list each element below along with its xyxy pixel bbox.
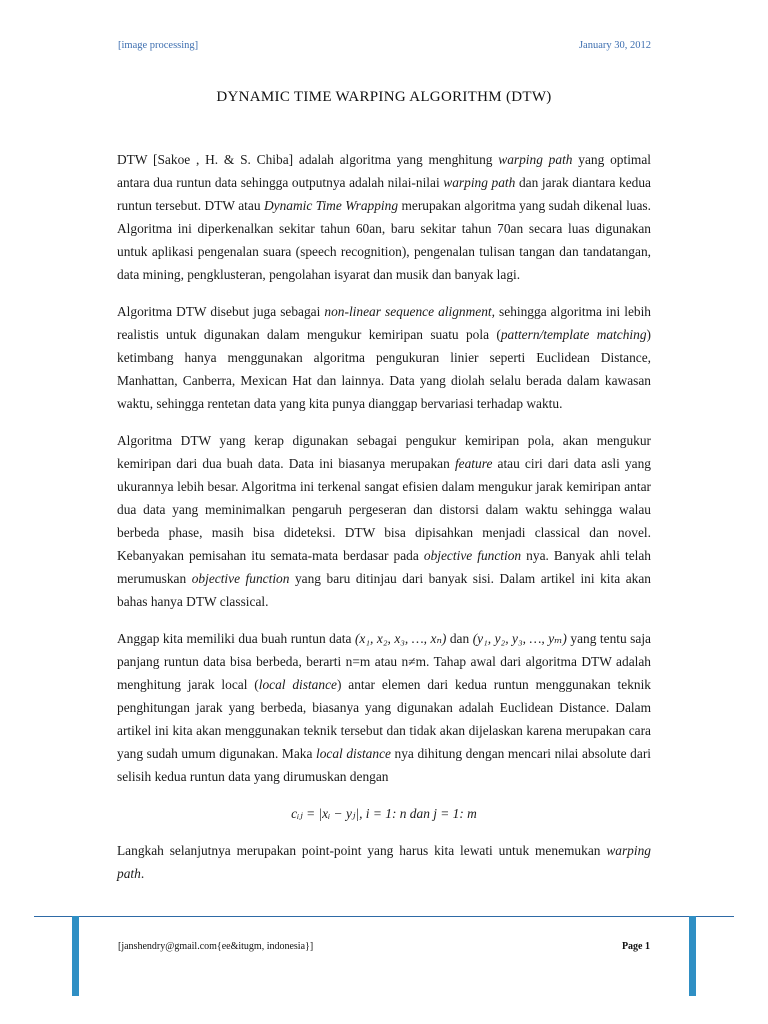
footer-divider: [34, 916, 734, 917]
term-local-distance: local distance: [315, 746, 391, 761]
math-sequence-x: (x₁, x₂, x₃, …, xₙ): [354, 631, 447, 646]
term-objective-function: objective function: [423, 548, 522, 563]
term-warping-path: warping path: [443, 175, 516, 190]
paragraph-1: DTW [Sakoe , H. & S. Chiba] adalah algoritma yang menghitung warping path yang optimal antara dua runtun data sehingga outputnya adalah nilai-nilai warping path dan jarak diantara kedua runtun tersebut. DTW atau Dynamic Time Wrapping merupakan algoritma yang sudah dikenal luas. Algoritma ini diperkenalkan sekitar tahun 60an, baru sekitar tahun 70an secara luas digunakan untuk aplikasi pengenalan suara (speech recognition), pengenalan tulisan tangan dan tandatangan, data mining, pengklusteran, pengolahan isyarat dan musik dan banyak lagi.: [117, 152, 651, 282]
term-warping-path: warping path: [498, 152, 573, 167]
term-pattern-matching: pattern/template matching: [500, 327, 647, 342]
term-warping-path: warping path: [117, 843, 651, 881]
paragraph-5: Langkah selanjutnya merupakan point-point yang harus kita lewati untuk menemukan warping path.: [117, 843, 651, 881]
term-objective-function: objective function: [191, 571, 290, 586]
paragraph-3: Algoritma DTW yang kerap digunakan sebagai pengukur kemiripan pola, akan mengukur kemiripan dari dua buah data. Data ini biasanya merupakan feature atau ciri dari data asli yang ukurannya lebih besar. Algoritma ini terkenal sangat efisien dalam mengukur jarak kemiripan antar dua data yang meminimalkan pengaruh pergeseran dan distorsi dalam waktu sehingga walau berbeda phase, masih bisa dideteksi. DTW bisa dipisahkan menjadi classical dan novel. Kebanyakan pemisahan itu semata-mata berdasar pada objective function nya. Banyak ahli telah merumuskan objective function yang baru ditinjau dari banyak sisi. Dalam artikel ini kita akan bahas hanya DTW classical.: [117, 433, 651, 609]
header-category: [image processing]: [118, 40, 199, 51]
paragraph-2: Algoritma DTW disebut juga sebagai non-linear sequence alignment, sehingga algoritma ini lebih realistis untuk digunakan dalam mengukur kemiripan suatu pola (pattern/template matching) ketimbang hanya menggunakan algoritma pengukuran linier seperti Euclidean Distance, Manhattan, Canberra, Mexican Hat dan lainnya. Data yang diolah selalu berada dalam kawasan waktu, sehingga rentetan data yang kita punya dianggap bervariasi terhadap waktu.: [117, 304, 651, 411]
document-title: DYNAMIC TIME WARPING ALGORITHM (DTW): [216, 89, 552, 105]
term-dynamic-time-wrapping: Dynamic Time Wrapping: [263, 198, 399, 213]
local-distance-formula: cᵢⱼ = |xᵢ − yⱼ|, i = 1: n dan j = 1: m: [291, 806, 477, 821]
math-sequence-y: (y₁, y₂, y₃, …, yₘ): [472, 631, 567, 646]
page-number: Page 1: [621, 941, 650, 952]
term-local-distance: local distance: [258, 677, 337, 692]
term-non-linear-alignment: non-linear sequence alignment,: [324, 304, 495, 319]
footer-author: [janshendry@gmail.com{ee&itugm, indonesia}]: [118, 941, 314, 952]
document-body: [117, 148, 651, 899]
term-feature: feature: [454, 456, 493, 471]
paragraph-4: Anggap kita memiliki dua buah runtun data (x₁, x₂, x₃, …, xₙ) dan (y₁, y₂, y₃, …, yₘ) yang tentu saja panjang runtun data bisa berbeda, berarti n=m atau n≠m. Tahap awal dari algoritma DTW adalah menghitung jarak local (local distance) antar elemen dari kedua runtun menggunakan teknik penghitungan jarak yang berbeda, biasanya yang digunakan adalah Euclidean Distance. Dalam artikel ini kita akan menggunakan teknik tersebut dan tidak akan dijelaskan karena merupakan cara yang sudah umum digunakan. Maka local distance nya dihitung dengan mencari nilai absolute dari selisih kedua runtun data yang dirumuskan dengan: [117, 631, 651, 784]
header-date: January 30, 2012: [578, 40, 651, 51]
footer-right-bar: [689, 916, 696, 996]
footer-left-bar: [72, 916, 79, 996]
